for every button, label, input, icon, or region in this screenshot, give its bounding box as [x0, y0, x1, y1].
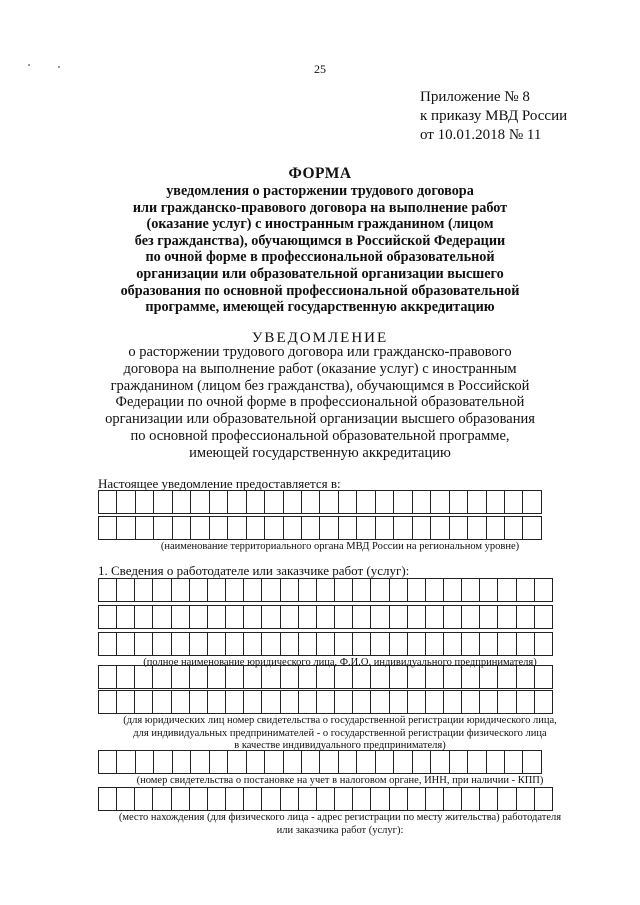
character-box[interactable] — [172, 606, 190, 628]
character-box[interactable] — [335, 579, 353, 601]
character-box[interactable] — [353, 606, 371, 628]
character-box[interactable] — [320, 517, 338, 539]
registration-caption-line: для индивидуальных предпринимателей - о государственной регистрации физического лица — [133, 727, 547, 739]
character-box[interactable] — [505, 751, 523, 773]
character-box[interactable] — [281, 788, 299, 810]
character-box[interactable] — [408, 633, 426, 655]
character-box[interactable] — [505, 517, 523, 539]
character-box[interactable] — [480, 633, 498, 655]
character-box[interactable] — [462, 788, 480, 810]
character-box[interactable] — [136, 491, 154, 513]
character-box[interactable] — [135, 633, 153, 655]
character-box[interactable] — [135, 666, 153, 688]
appendix-line: от 10.01.2018 № 11 — [420, 127, 542, 143]
character-box[interactable] — [247, 751, 265, 773]
location-caption — [60, 812, 620, 837]
character-box[interactable] — [190, 606, 208, 628]
character-box[interactable] — [335, 633, 353, 655]
character-box[interactable] — [317, 606, 335, 628]
character-box[interactable] — [390, 579, 408, 601]
character-box[interactable] — [480, 666, 498, 688]
character-box[interactable] — [153, 788, 171, 810]
character-box[interactable] — [498, 666, 516, 688]
notice-line: Федерации по очной форме в профессиональной образовательной — [115, 394, 525, 411]
character-box[interactable] — [299, 633, 317, 655]
appendix-reference — [420, 88, 567, 145]
form-description-line: без гражданства), обучающимся в Российской Федерации — [134, 232, 506, 249]
character-box[interactable] — [284, 517, 302, 539]
character-box[interactable] — [228, 751, 246, 773]
character-box[interactable] — [498, 606, 516, 628]
territorial-body-input-row-1[interactable] — [98, 490, 542, 514]
character-box[interactable] — [302, 491, 320, 513]
character-box[interactable] — [444, 788, 462, 810]
character-box[interactable] — [265, 751, 283, 773]
character-box[interactable] — [517, 788, 535, 810]
submitted-to-label: Настоящее уведомление предоставляется в: — [98, 476, 341, 491]
character-box[interactable] — [444, 606, 462, 628]
character-box[interactable] — [317, 633, 335, 655]
character-box[interactable] — [450, 517, 468, 539]
character-box[interactable] — [517, 579, 535, 601]
character-box[interactable] — [208, 788, 226, 810]
character-box[interactable] — [335, 788, 353, 810]
notice-line: по основной профессиональной образовательной программе, — [130, 427, 510, 444]
character-box[interactable] — [299, 606, 317, 628]
character-box[interactable] — [535, 788, 552, 810]
character-box[interactable] — [408, 666, 426, 688]
character-box[interactable] — [517, 606, 535, 628]
character-box[interactable] — [153, 579, 171, 601]
character-box[interactable] — [371, 579, 389, 601]
character-box[interactable] — [339, 751, 357, 773]
character-box[interactable] — [173, 491, 191, 513]
notice-description — [60, 344, 580, 462]
character-box[interactable] — [505, 491, 523, 513]
character-box[interactable] — [462, 606, 480, 628]
character-box[interactable] — [390, 606, 408, 628]
character-box[interactable] — [210, 751, 228, 773]
form-description-line: (оказание услуг) с иностранным гражданином (лицом — [146, 216, 494, 233]
character-box[interactable] — [357, 491, 375, 513]
character-box[interactable] — [317, 691, 335, 713]
character-box[interactable] — [468, 491, 486, 513]
character-box[interactable] — [498, 788, 516, 810]
character-box[interactable] — [190, 691, 208, 713]
character-box[interactable] — [262, 579, 280, 601]
character-box[interactable] — [320, 751, 338, 773]
character-box[interactable] — [371, 788, 389, 810]
character-box[interactable] — [535, 606, 552, 628]
territorial-body-caption: (наименование территориального органа МВД России на региональном уровне) — [160, 541, 520, 552]
character-box[interactable] — [426, 691, 444, 713]
character-box[interactable] — [480, 579, 498, 601]
character-box[interactable] — [191, 491, 209, 513]
character-box[interactable] — [444, 666, 462, 688]
character-box[interactable] — [190, 633, 208, 655]
character-box[interactable] — [317, 666, 335, 688]
employer-name-input-row-3[interactable] — [98, 632, 553, 656]
notice-line: договора на выполнение работ (оказание услуг) с иностранным — [123, 360, 517, 377]
character-box[interactable] — [376, 751, 394, 773]
character-box[interactable] — [262, 606, 280, 628]
character-box[interactable] — [154, 491, 172, 513]
character-box[interactable] — [444, 691, 462, 713]
character-box[interactable] — [208, 579, 226, 601]
character-box[interactable] — [431, 491, 449, 513]
character-box[interactable] — [394, 751, 412, 773]
character-box[interactable] — [339, 517, 357, 539]
character-box[interactable] — [228, 491, 246, 513]
character-box[interactable] — [173, 751, 191, 773]
character-box[interactable] — [172, 666, 190, 688]
character-box[interactable] — [535, 633, 552, 655]
character-box[interactable] — [487, 517, 505, 539]
character-box[interactable] — [357, 751, 375, 773]
character-box[interactable] — [172, 691, 190, 713]
location-caption-line: или заказчика работ (услуг): — [276, 824, 404, 836]
character-box[interactable] — [299, 579, 317, 601]
character-box[interactable] — [281, 691, 299, 713]
character-box[interactable] — [487, 491, 505, 513]
character-box[interactable] — [408, 606, 426, 628]
character-box[interactable] — [462, 633, 480, 655]
character-box[interactable] — [153, 666, 171, 688]
character-box[interactable] — [413, 751, 431, 773]
form-description-line: программе, имеющей государственную аккредитацию — [145, 299, 495, 316]
character-box[interactable] — [517, 666, 535, 688]
character-box[interactable] — [335, 691, 353, 713]
character-box[interactable] — [117, 666, 135, 688]
form-description — [60, 183, 580, 316]
character-box[interactable] — [376, 491, 394, 513]
character-box[interactable] — [339, 491, 357, 513]
character-box[interactable] — [262, 666, 280, 688]
notice-line: организации или образовательной организации высшего образования — [105, 411, 535, 428]
character-box[interactable] — [281, 633, 299, 655]
character-box[interactable] — [208, 691, 226, 713]
character-box[interactable] — [317, 579, 335, 601]
character-box[interactable] — [426, 579, 444, 601]
character-box[interactable] — [299, 788, 317, 810]
character-box[interactable] — [208, 633, 226, 655]
character-box[interactable] — [208, 666, 226, 688]
character-box[interactable] — [320, 491, 338, 513]
character-box[interactable] — [426, 606, 444, 628]
character-box[interactable] — [281, 666, 299, 688]
character-box[interactable] — [523, 751, 540, 773]
form-description-line: образования по основной профессиональной образовательной — [120, 282, 520, 299]
character-box[interactable] — [431, 751, 449, 773]
character-box[interactable] — [353, 579, 371, 601]
character-box[interactable] — [371, 666, 389, 688]
character-box[interactable] — [480, 606, 498, 628]
character-box[interactable] — [99, 788, 117, 810]
character-box[interactable] — [136, 751, 154, 773]
character-box[interactable] — [390, 788, 408, 810]
character-box[interactable] — [190, 666, 208, 688]
character-box[interactable] — [244, 666, 262, 688]
character-box[interactable] — [462, 666, 480, 688]
character-box[interactable] — [371, 606, 389, 628]
character-box[interactable] — [335, 606, 353, 628]
character-box[interactable] — [117, 517, 135, 539]
form-description-line: по очной форме в профессиональной образовательной — [145, 249, 495, 266]
character-box[interactable] — [262, 691, 280, 713]
notice-line: гражданином (лицом без гражданства), обучающимся в Российской — [110, 377, 530, 394]
character-box[interactable] — [431, 517, 449, 539]
registration-caption-line: (для юридических лиц номер свидетельства о государственной регистрации юридического лица, — [123, 715, 557, 726]
character-box[interactable] — [523, 517, 540, 539]
character-box[interactable] — [172, 788, 190, 810]
character-box[interactable] — [408, 691, 426, 713]
character-box[interactable] — [498, 633, 516, 655]
character-box[interactable] — [376, 517, 394, 539]
character-box[interactable] — [281, 579, 299, 601]
notice-line: имеющей государственную аккредитацию — [189, 444, 451, 461]
character-box[interactable] — [153, 606, 171, 628]
full-name-caption: (полное наименование юридического лица, Ф.И.О. индивидуального предпринимателя) — [143, 657, 537, 668]
character-box[interactable] — [302, 751, 320, 773]
character-box[interactable] — [117, 491, 135, 513]
employer-name-input-row-2[interactable] — [98, 605, 553, 629]
character-box[interactable] — [523, 491, 540, 513]
character-box[interactable] — [228, 517, 246, 539]
appendix-line: Приложение № 8 — [420, 89, 530, 105]
employer-name-input-row-1[interactable] — [98, 578, 553, 602]
page-number: 25 — [314, 62, 326, 76]
character-box[interactable] — [444, 633, 462, 655]
character-box[interactable] — [226, 633, 244, 655]
form-title: ФОРМА — [288, 165, 352, 182]
character-box[interactable] — [299, 691, 317, 713]
character-box[interactable] — [135, 788, 153, 810]
character-box[interactable] — [172, 633, 190, 655]
character-box[interactable] — [99, 666, 117, 688]
character-box[interactable] — [413, 517, 431, 539]
character-box[interactable] — [413, 491, 431, 513]
character-box[interactable] — [226, 579, 244, 601]
character-box[interactable] — [390, 691, 408, 713]
character-box[interactable] — [136, 517, 154, 539]
character-box[interactable] — [265, 517, 283, 539]
character-box[interactable] — [302, 517, 320, 539]
character-box[interactable] — [335, 666, 353, 688]
character-box[interactable] — [394, 517, 412, 539]
character-box[interactable] — [172, 579, 190, 601]
character-box[interactable] — [117, 579, 135, 601]
character-box[interactable] — [450, 751, 468, 773]
character-box[interactable] — [117, 788, 135, 810]
character-box[interactable] — [154, 517, 172, 539]
character-box[interactable] — [154, 751, 172, 773]
character-box[interactable] — [480, 691, 498, 713]
character-box[interactable] — [247, 491, 265, 513]
character-box[interactable] — [317, 788, 335, 810]
character-box[interactable] — [191, 751, 209, 773]
character-box[interactable] — [226, 788, 244, 810]
character-box[interactable] — [535, 579, 552, 601]
character-box[interactable] — [226, 606, 244, 628]
character-box[interactable] — [498, 691, 516, 713]
registration-caption-line: в качестве индивидуального предпринимателя) — [234, 740, 446, 751]
character-box[interactable] — [426, 666, 444, 688]
character-box[interactable] — [244, 606, 262, 628]
character-box[interactable] — [262, 788, 280, 810]
character-box[interactable] — [299, 666, 317, 688]
tax-registration-input-row[interactable] — [98, 750, 542, 774]
character-box[interactable] — [99, 606, 117, 628]
character-box[interactable] — [153, 633, 171, 655]
character-box[interactable] — [247, 517, 265, 539]
character-box[interactable] — [444, 579, 462, 601]
character-box[interactable] — [99, 579, 117, 601]
character-box[interactable] — [468, 751, 486, 773]
registration-number-input-row-2[interactable] — [98, 690, 553, 714]
character-box[interactable] — [244, 788, 262, 810]
character-box[interactable] — [99, 517, 117, 539]
location-caption-line: (место нахождения (для физического лица - адрес регистрации по месту жительства) работодателя — [118, 812, 562, 823]
character-box[interactable] — [153, 691, 171, 713]
character-box[interactable] — [99, 633, 117, 655]
location-input-row[interactable] — [98, 787, 553, 811]
character-box[interactable] — [517, 691, 535, 713]
character-box[interactable] — [244, 633, 262, 655]
character-box[interactable] — [408, 788, 426, 810]
character-box[interactable] — [468, 517, 486, 539]
tax-registration-caption: (номер свидетельства о постановке на учет в налоговом органе, ИНН, при наличии - КПП) — [136, 775, 544, 786]
character-box[interactable] — [371, 633, 389, 655]
character-box[interactable] — [99, 751, 117, 773]
character-box[interactable] — [408, 579, 426, 601]
character-box[interactable] — [117, 691, 135, 713]
character-box[interactable] — [426, 633, 444, 655]
character-box[interactable] — [535, 691, 552, 713]
character-box[interactable] — [480, 788, 498, 810]
character-box[interactable] — [208, 606, 226, 628]
appendix-line: к приказу МВД России — [420, 108, 568, 124]
character-box[interactable] — [244, 691, 262, 713]
character-box[interactable] — [99, 691, 117, 713]
notice-line: о расторжении трудового договора или гражданско-правового — [128, 344, 512, 360]
character-box[interactable] — [244, 579, 262, 601]
character-box[interactable] — [284, 751, 302, 773]
notice-title: УВЕДОМЛЕНИЕ — [251, 330, 389, 346]
form-description-line: организации или образовательной организации высшего — [136, 265, 504, 282]
character-box[interactable] — [117, 606, 135, 628]
character-box[interactable] — [426, 788, 444, 810]
character-box[interactable] — [390, 666, 408, 688]
character-box[interactable] — [371, 691, 389, 713]
character-box[interactable] — [357, 517, 375, 539]
character-box[interactable] — [99, 491, 117, 513]
character-box[interactable] — [210, 517, 228, 539]
character-box[interactable] — [394, 491, 412, 513]
character-box[interactable] — [353, 788, 371, 810]
character-box[interactable] — [517, 633, 535, 655]
character-box[interactable] — [498, 579, 516, 601]
registration-number-input-row-1[interactable] — [98, 665, 553, 689]
character-box[interactable] — [226, 691, 244, 713]
character-box[interactable] — [135, 606, 153, 628]
character-box[interactable] — [117, 751, 135, 773]
character-box[interactable] — [462, 579, 480, 601]
character-box[interactable] — [353, 633, 371, 655]
character-box[interactable] — [191, 517, 209, 539]
character-box[interactable] — [265, 491, 283, 513]
character-box[interactable] — [281, 606, 299, 628]
registration-caption — [60, 715, 620, 753]
character-box[interactable] — [210, 491, 228, 513]
character-box[interactable] — [535, 666, 552, 688]
character-box[interactable] — [135, 691, 153, 713]
character-box[interactable] — [135, 579, 153, 601]
character-box[interactable] — [390, 633, 408, 655]
character-box[interactable] — [190, 579, 208, 601]
character-box[interactable] — [117, 633, 135, 655]
character-box[interactable] — [173, 517, 191, 539]
character-box[interactable] — [284, 491, 302, 513]
character-box[interactable] — [262, 633, 280, 655]
character-box[interactable] — [353, 691, 371, 713]
character-box[interactable] — [450, 491, 468, 513]
form-description-line: уведомления о расторжении трудового договора — [166, 183, 474, 199]
character-box[interactable] — [190, 788, 208, 810]
character-box[interactable] — [462, 691, 480, 713]
character-box[interactable] — [353, 666, 371, 688]
character-box[interactable] — [226, 666, 244, 688]
territorial-body-input-row-2[interactable] — [98, 516, 542, 540]
section-1-label: 1. Сведения о работодателе или заказчике работ (услуг): — [98, 563, 410, 578]
form-description-line: или гражданско-правового договора на выполнение работ — [132, 199, 508, 216]
character-box[interactable] — [487, 751, 505, 773]
